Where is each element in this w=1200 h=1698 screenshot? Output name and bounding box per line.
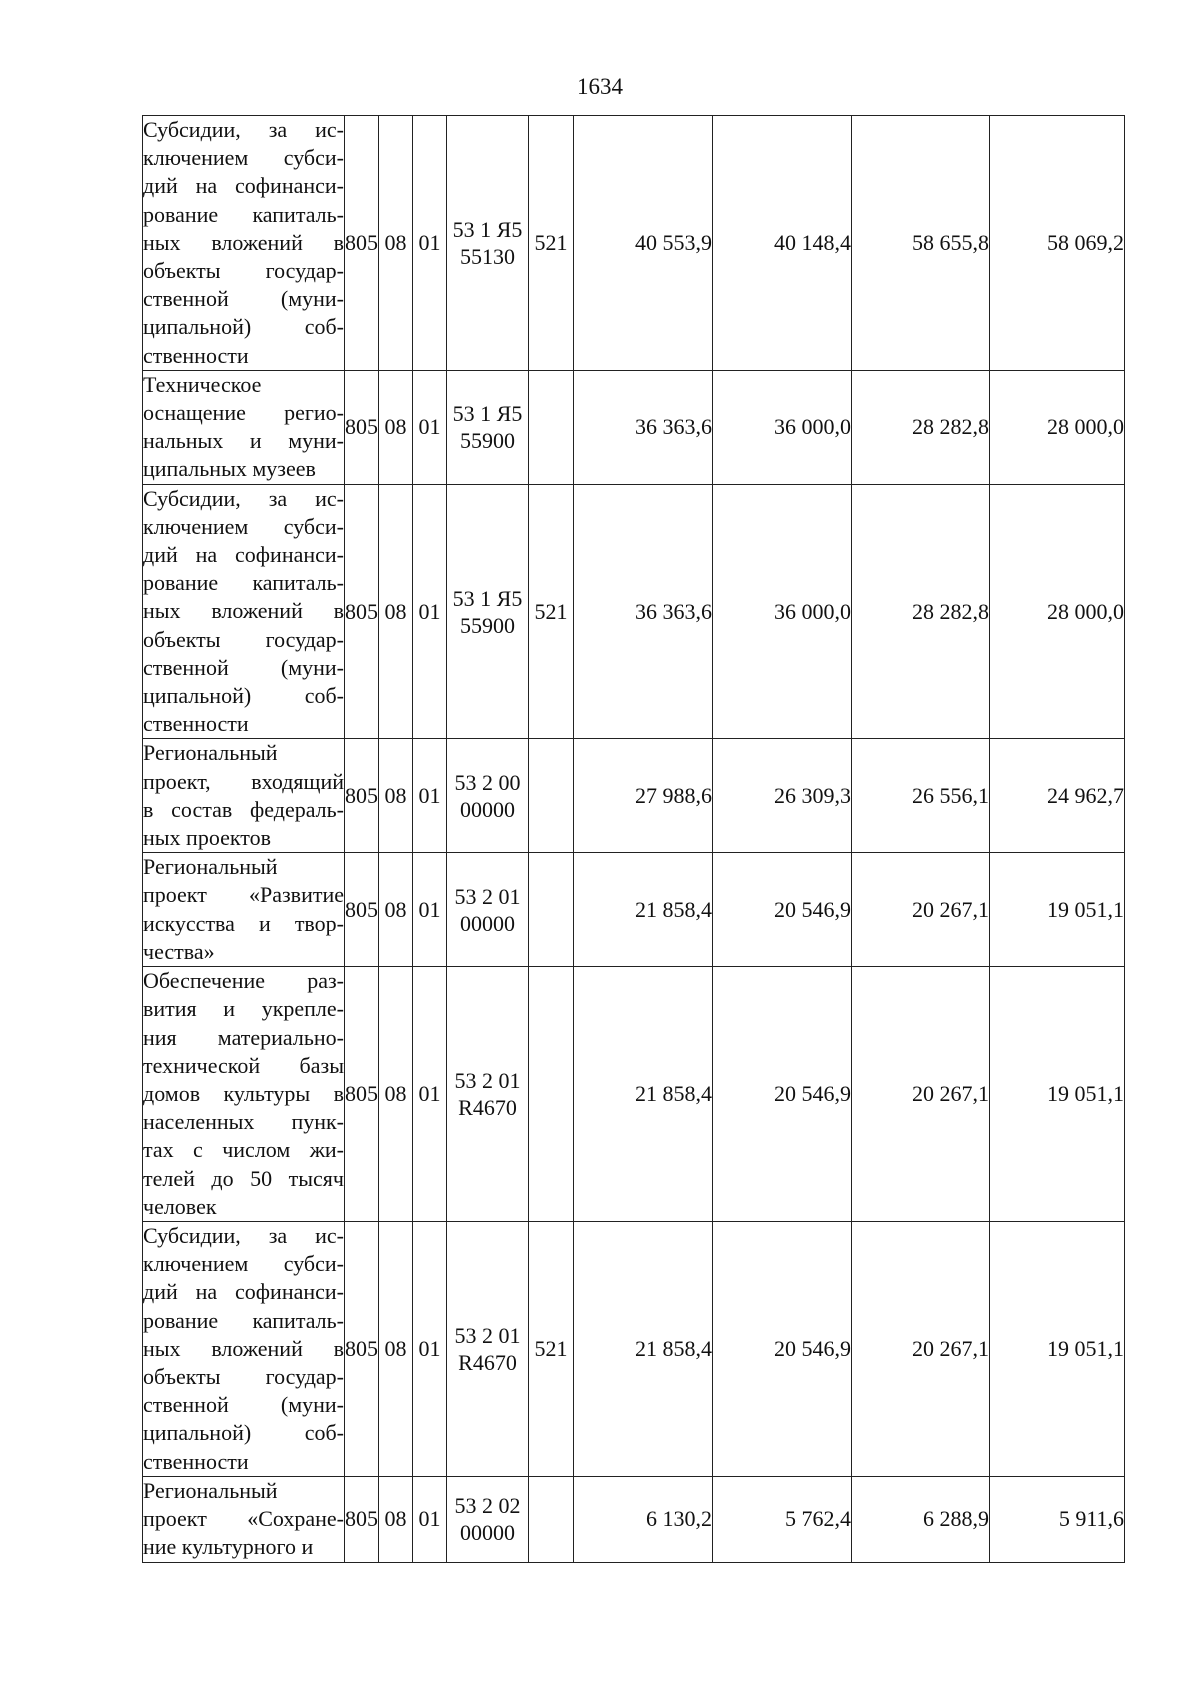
item-name-line: ципальной) соб- — [143, 314, 344, 340]
item-name-line: домов культуры в — [143, 1080, 344, 1106]
target-article-cell — [447, 967, 529, 1222]
amount-cell-3: 28 282,8 — [852, 484, 990, 739]
item-name-line: ственной (муни- — [143, 286, 344, 312]
item-name-line: дий на софинанси- — [143, 542, 344, 568]
amount-cell-1: 21 858,4 — [574, 853, 713, 967]
amount-cell-1: 6 130,2 — [574, 1476, 713, 1562]
target-article-line: 55900 — [460, 612, 515, 638]
target-article-line: 53 2 00 — [454, 769, 521, 795]
item-name-line: в состав федераль- — [143, 796, 344, 822]
item-name-line: ных проектов — [143, 825, 271, 851]
item-name-line: ственности — [143, 1448, 249, 1474]
item-name-line: тах с числом жи- — [143, 1137, 344, 1163]
item-name-line: Субсидии, за ис- — [143, 485, 344, 511]
expense-type-cell: 521 — [529, 484, 574, 739]
item-name-line: дий на софинанси- — [143, 1279, 344, 1305]
amount-cell-3: 20 267,1 — [852, 967, 990, 1222]
amount-cell-2: 20 546,9 — [713, 1221, 852, 1476]
subsection-code-cell: 01 — [413, 1476, 447, 1562]
target-article-cell — [447, 116, 529, 371]
target-article-cell — [447, 484, 529, 739]
item-name-line: населенных пунк- — [143, 1109, 344, 1135]
item-name-line: ключением субси- — [143, 513, 344, 539]
ministry-code-cell: 805 — [345, 967, 379, 1222]
amount-cell-3: 28 282,8 — [852, 370, 990, 484]
ministry-code-cell: 805 — [345, 853, 379, 967]
item-name-line: оснащение регио- — [143, 400, 344, 426]
section-code-cell: 08 — [379, 116, 413, 371]
item-name-cell — [143, 853, 345, 967]
amount-cell-1: 36 363,6 — [574, 370, 713, 484]
amount-cell-2: 5 762,4 — [713, 1476, 852, 1562]
target-article-line: 00000 — [460, 796, 515, 822]
item-name-cell — [143, 739, 345, 853]
item-name-line: ключением субси- — [143, 1251, 344, 1277]
item-name-line: Региональный — [143, 740, 278, 766]
amount-cell-1: 21 858,4 — [574, 967, 713, 1222]
item-name-line: технической базы — [143, 1052, 344, 1078]
target-article-cell — [447, 739, 529, 853]
table-row — [143, 484, 1125, 739]
item-name-line: ных вложений в — [143, 1335, 344, 1361]
target-article-line: R4670 — [458, 1095, 517, 1120]
item-name-line: вития и укрепле- — [143, 996, 344, 1022]
table-row — [143, 739, 1125, 853]
ministry-code-cell: 805 — [345, 1476, 379, 1562]
target-article-line: 00000 — [460, 1520, 515, 1546]
item-name-cell — [143, 967, 345, 1222]
table-row — [143, 967, 1125, 1222]
subsection-code-cell: 01 — [413, 116, 447, 371]
item-name-line: рование капиталь- — [143, 1307, 344, 1333]
ministry-code-cell: 805 — [345, 739, 379, 853]
item-name-line: искусства и твор- — [143, 910, 344, 936]
item-name-cell — [143, 370, 345, 484]
table-row — [143, 1221, 1125, 1476]
amount-cell-1: 27 988,6 — [574, 739, 713, 853]
item-name-cell — [143, 1476, 345, 1562]
target-article-cell — [447, 370, 529, 484]
target-article-line: 55130 — [460, 243, 515, 269]
subsection-code-cell: 01 — [413, 370, 447, 484]
item-name-cell — [143, 484, 345, 739]
expense-type-cell — [529, 853, 574, 967]
item-name-line: проект, входящий — [143, 768, 344, 794]
amount-cell-3: 20 267,1 — [852, 853, 990, 967]
amount-cell-3: 6 288,9 — [852, 1476, 990, 1562]
item-name-line: ных вложений в — [143, 598, 344, 624]
item-name-line: Техническое — [143, 371, 262, 397]
target-article-cell — [447, 853, 529, 967]
section-code-cell: 08 — [379, 484, 413, 739]
item-name-line: Обеспечение раз- — [143, 968, 344, 994]
item-name-line: чества» — [143, 938, 215, 964]
amount-cell-4: 58 069,2 — [990, 116, 1125, 371]
table-row — [143, 1476, 1125, 1562]
amount-cell-4: 19 051,1 — [990, 967, 1125, 1222]
item-name-line: ных вложений в — [143, 229, 344, 255]
target-article-line: 53 2 01 — [454, 1322, 521, 1348]
item-name-line: Субсидии, за ис- — [143, 1222, 344, 1248]
expense-type-cell — [529, 739, 574, 853]
subsection-code-cell: 01 — [413, 853, 447, 967]
target-article-line: 53 1 Я5 — [452, 401, 523, 427]
target-article-line: 53 2 01 — [454, 1068, 521, 1093]
section-code-cell: 08 — [379, 370, 413, 484]
ministry-code-cell: 805 — [345, 484, 379, 739]
amount-cell-4: 28 000,0 — [990, 370, 1125, 484]
amount-cell-2: 36 000,0 — [713, 484, 852, 739]
item-name-cell — [143, 116, 345, 371]
subsection-code-cell: 01 — [413, 967, 447, 1222]
item-name-line: Региональный — [143, 854, 278, 880]
item-name-line: рование капиталь- — [143, 201, 344, 227]
amount-cell-2: 20 546,9 — [713, 967, 852, 1222]
item-name-line: ципальных музеев — [143, 456, 316, 482]
item-name-line: Региональный — [143, 1477, 278, 1503]
amount-cell-1: 36 363,6 — [574, 484, 713, 739]
amount-cell-2: 20 546,9 — [713, 853, 852, 967]
expense-type-cell — [529, 1476, 574, 1562]
item-name-line: проект «Развитие — [143, 882, 344, 908]
amount-cell-3: 26 556,1 — [852, 739, 990, 853]
amount-cell-4: 5 911,6 — [990, 1476, 1125, 1562]
item-name-line: нальных и муни- — [143, 428, 344, 454]
amount-cell-3: 20 267,1 — [852, 1221, 990, 1476]
target-article-line: 55900 — [460, 428, 515, 454]
subsection-code-cell: 01 — [413, 1221, 447, 1476]
item-name-line: ципальной) соб- — [143, 683, 344, 709]
amount-cell-2: 36 000,0 — [713, 370, 852, 484]
amount-cell-4: 19 051,1 — [990, 853, 1125, 967]
budget-table — [142, 115, 1125, 1563]
table-row — [143, 853, 1125, 967]
item-name-cell — [143, 1221, 345, 1476]
amount-cell-4: 28 000,0 — [990, 484, 1125, 739]
expense-type-cell — [529, 967, 574, 1222]
item-name-line: ключением субси- — [143, 145, 344, 171]
item-name-line: объекты государ- — [143, 626, 344, 652]
expense-type-cell — [529, 370, 574, 484]
ministry-code-cell: 805 — [345, 116, 379, 371]
subsection-code-cell: 01 — [413, 739, 447, 853]
ministry-code-cell: 805 — [345, 370, 379, 484]
target-article-cell — [447, 1476, 529, 1562]
item-name-line: проект «Сохране- — [143, 1506, 344, 1532]
amount-cell-3: 58 655,8 — [852, 116, 990, 371]
item-name-line: ственности — [143, 342, 249, 368]
amount-cell-4: 19 051,1 — [990, 1221, 1125, 1476]
item-name-line: Субсидии, за ис- — [143, 117, 344, 142]
section-code-cell: 08 — [379, 739, 413, 853]
amount-cell-1: 40 553,9 — [574, 116, 713, 371]
section-code-cell: 08 — [379, 1221, 413, 1476]
item-name-line: ния материально- — [143, 1024, 344, 1050]
table-row — [143, 116, 1125, 371]
ministry-code-cell: 805 — [345, 1221, 379, 1476]
item-name-line: ственной (муни- — [143, 654, 344, 680]
section-code-cell: 08 — [379, 1476, 413, 1562]
section-code-cell: 08 — [379, 967, 413, 1222]
table-body — [143, 116, 1125, 1563]
item-name-line: ние культурного и — [143, 1534, 314, 1560]
amount-cell-1: 21 858,4 — [574, 1221, 713, 1476]
item-name-line: объекты государ- — [143, 1363, 344, 1389]
target-article-line: R4670 — [458, 1349, 517, 1375]
item-name-line: ственной (муни- — [143, 1392, 344, 1418]
item-name-line: рование капиталь- — [143, 570, 344, 596]
item-name-line: объекты государ- — [143, 258, 344, 284]
expense-type-cell: 521 — [529, 1221, 574, 1476]
subsection-code-cell: 01 — [413, 484, 447, 739]
target-article-line: 53 2 02 — [454, 1493, 521, 1519]
amount-cell-2: 26 309,3 — [713, 739, 852, 853]
amount-cell-2: 40 148,4 — [713, 116, 852, 371]
item-name-line: ственности — [143, 711, 249, 737]
section-code-cell: 08 — [379, 853, 413, 967]
item-name-line: человек — [143, 1193, 217, 1219]
target-article-line: 00000 — [460, 910, 515, 936]
expense-type-cell: 521 — [529, 116, 574, 371]
target-article-cell — [447, 1221, 529, 1476]
amount-cell-4: 24 962,7 — [990, 739, 1125, 853]
page-number: 1634 — [577, 74, 623, 99]
item-name-line: дий на софинанси- — [143, 173, 344, 199]
target-article-line: 53 2 01 — [454, 883, 521, 909]
item-name-line: телей до 50 тысяч — [143, 1165, 344, 1191]
item-name-line: ципальной) соб- — [143, 1420, 344, 1446]
table-row — [143, 370, 1125, 484]
target-article-line: 53 1 Я5 — [452, 585, 523, 611]
target-article-line: 53 1 Я5 — [452, 216, 523, 242]
